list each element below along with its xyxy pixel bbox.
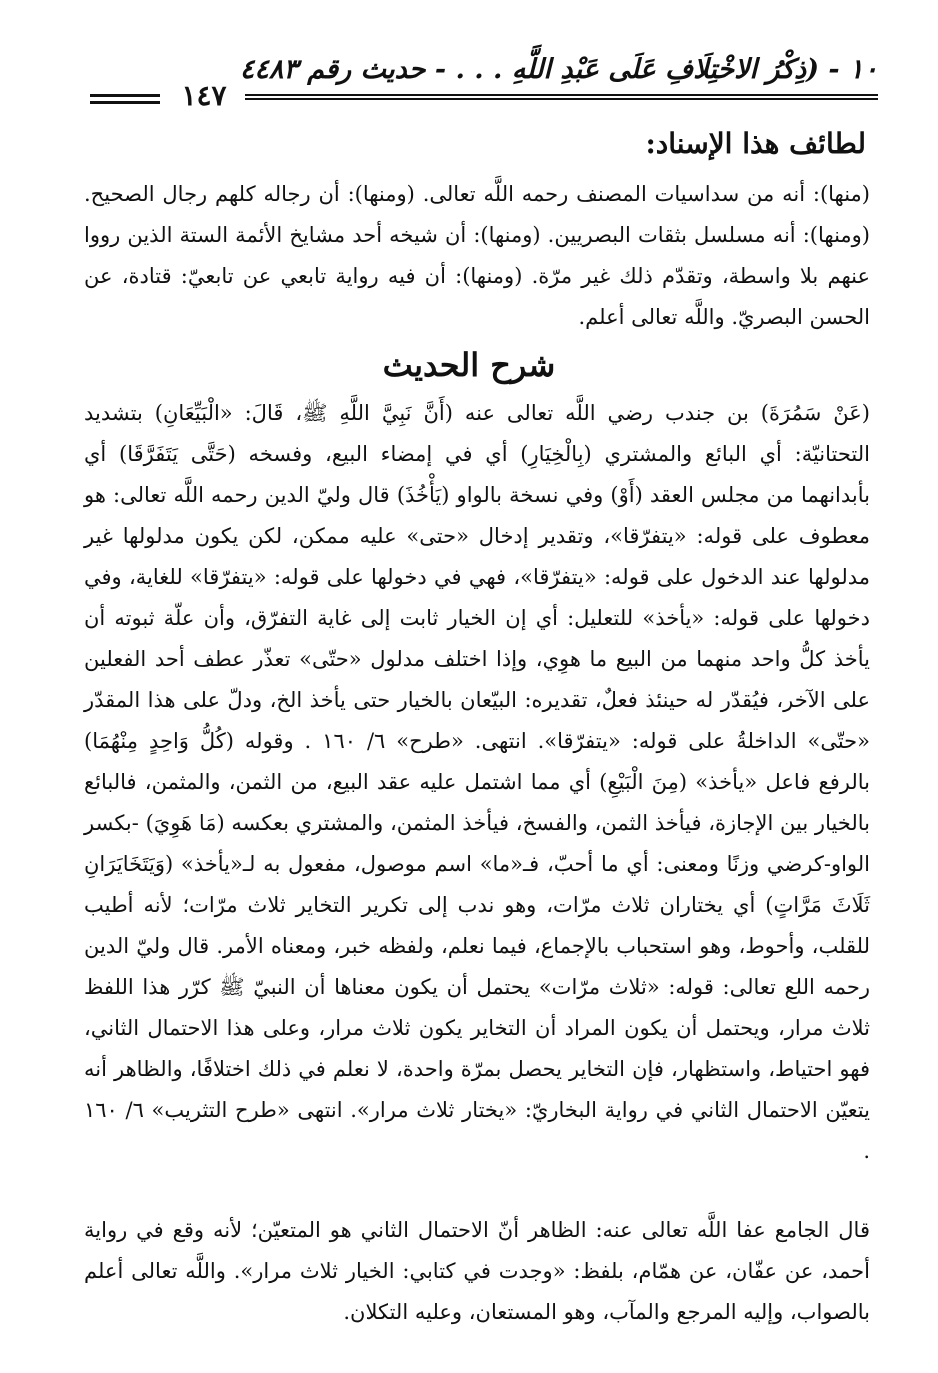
sharh-paragraph: (عَنْ سَمُرَةَ) بن جندب رضي اللَّه تعالى عنه (أَنَّ نَبِيَّ اللَّهِ ﷺ، قَالَ: «الْبَيِّعَانِ) بتشديد التحتانيّة: أي البائع والمشتري (بِالْخِيَارِ) أي في إمضاء البيع، وفسخه (حَتَّى يَتَفَرَّقَا) أي بأبدانهما من مجلس العقد (أَوْ) وفي نسخة بالواو (يَأْخُذَ) قال وليّ الدين رحمه اللَّه تعالى: هو معطوف على قوله: «يتفرّقا»، وتقدير إدخال «حتى» عليه ممكن، لكن يكون مدلولها غير مدلولها عند الدخول على قوله: «يتفرّقا»، فهي في دخولها على قوله: «يتفرّقا» للغاية، وفي دخولها على قوله: «يأخذ» للتعليل: أي إن الخيار ثابت إلى غاية التفرّق، وأن علّة ثبوته أن يأخذ كلُّ واحد منهما من البيع ما هوِي، وإذا اختلف مدلول «حتّى» تعذّر عطف أحد الفعلين على الآخر، فيُقدّر له حينئذ فعلٌ، تقديره: البيّعان بالخيار حتى يأخذ الخ، ودلّ على هذا المقدّر «حتّى» الداخلةُ على قوله: «يتفرّقا». انتهى. «طرح» ٦/ ١٦٠ . وقوله (كُلُّ وَاحِدٍ مِنْهُمَا) بالرفع فاعل «يأخذ» (مِنَ الْبَيْعِ) أي مما اشتمل عليه عقد البيع، من الثمن، والمثمن، فالبائع بالخيار بين الإجازة، فيأخذ الثمن، والفسخ، فيأخذ المثمن، والمشتري بعكسه (مَا هَوِيَ) -بكسر الواو-كرضي وزنًا ومعنى: أي ما أحبّ، فـ«ما» اسم موصول، مفعول به لـ«يأخذ» (وَيَتَخَايَرَانِ ثَلَاثَ مَرَّاتٍ) أي يختاران ثلاث مرّات، وهو ندب إلى تكرير التخاير ثلاث مرّات؛ لأنه أطيب للقلب، وأحوط، وهو استحباب بالإجماع، فيما نعلم، ولفظه خبر، ومعناه الأمر. قال وليّ الدين رحمه اللع تعالى: قوله: «ثلاث مرّات» يحتمل أن يكون معناها أن النبيّ ﷺ كرّر هذا اللفظ ثلاث مرار، ويحتمل أن يكون المراد أن التخاير يكون ثلاث مرار، وعلى هذا الاحتمال الثاني، فهو احتياط، واستظهار، فإن التخاير يحصل بمرّة واحدة، لا نعلم في ذلك اختلافًا، والظاهر أنه يتعيّن الاحتمال الثاني في رواية البخاريّ: «يختار ثلاث مرار». انتهى «طرح التثريب» ٦/ ١٦٠ . <box>84 401 870 1163</box>
running-header: ١٠ - (ذِكْرُ الاخْتِلَافِ عَلَى عَبْدِ اللَّهِ . . . - حديث رقم ٤٤٨٣ <box>239 54 878 85</box>
jami-paragraph: قال الجامع عفا اللَّه تعالى عنه: الظاهر أنّ الاحتمال الثاني هو المتعيّن؛ لأنه وقع في رواية أحمد، عن عفّان، عن همّام، بلفظ: «وجدت في كتابي: الخيار ثلاث مرار». واللَّه تعالى أعلم بالصواب، وإليه المرجع والمآب، وهو المستعان، وعليه التكلان. <box>84 1218 870 1324</box>
latif-paragraph: (منها): أنه من سداسيات المصنف رحمه اللَّه تعالى. (ومنها): أن رجاله كلهم رجال الصحيح. (ومنها): أنه مسلسل بثقات البصريين. (ومنها): أن شيخه أحد مشايخ الأئمة الستة الذين رووا عنهم بلا واسطة، وتقدّم ذلك غير مرّة. (ومنها): أن فيه رواية تابعي عن تابعيّ: قتادة، عن الحسن البصريّ. واللَّه تعالى أعلم. <box>84 182 870 329</box>
section-heading-latif: لطائف هذا الإسناد: <box>645 127 866 160</box>
page-number: ١٤٧ <box>181 79 227 112</box>
left-double-rule <box>90 94 160 104</box>
section-heading-sharh: شرح الحديث <box>382 346 556 384</box>
header-rule <box>245 94 878 100</box>
